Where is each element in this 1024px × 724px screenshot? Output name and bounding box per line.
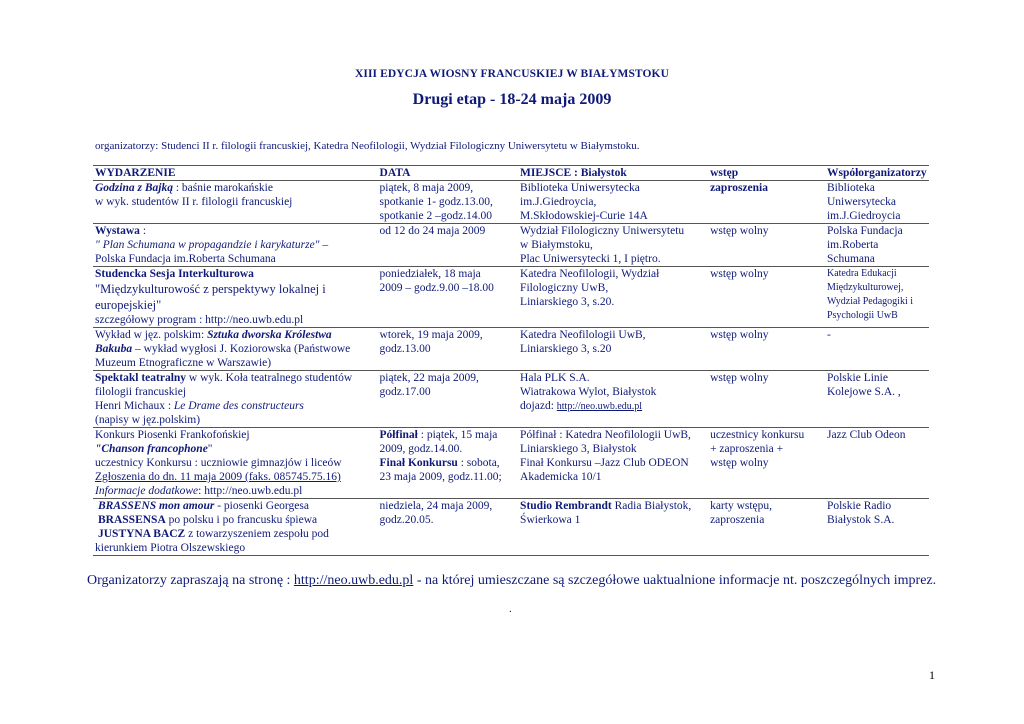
event-title: Wystawa (95, 225, 140, 237)
place-line: Biblioteka Uniwersytecka (520, 182, 640, 194)
footer-text: - na której umieszczane są szczegółowe uaktualnione informacje nt. poszczególnych imprez. (413, 573, 937, 588)
event-desc: (napisy w jęz.polskim) (95, 414, 201, 426)
partner-line: Psychologii UwB (826, 310, 898, 321)
event-program-link[interactable]: szczegółowy program : http://neo.uwb.edu.pl (95, 314, 304, 326)
place-line: dojazd: (520, 400, 557, 412)
partner-line: Uniwersytecka (826, 196, 896, 208)
table-row (93, 267, 929, 328)
col-header-event: WYDARZENIE (93, 166, 378, 181)
date-cell (378, 181, 519, 224)
event-desc: Konkurs Piosenki Frankofońskiej (95, 429, 250, 441)
date-line: spotkanie 1- godz.13.00, (379, 196, 493, 208)
date-cell (378, 267, 519, 328)
entry-text: karty wstępu, (710, 500, 773, 512)
organizers-line: organizatorzy: Studenci II r. filologii francuskiej, Katedra Neofilologii, Wydział Filologiczny Uniwersytetu w Białymstoku. (95, 140, 640, 152)
place-line: Finał Konkursu –Jazz Club ODEON (520, 457, 689, 469)
date-cell (378, 428, 519, 499)
stage-title: Drugi etap - 18-24 maja 2009 (412, 91, 612, 108)
date-cell (378, 224, 519, 267)
footer-text: Organizatorzy zapraszają na stronę : (87, 573, 294, 588)
event-title: BRASSENS mon amour (98, 500, 215, 512)
entry-cell (708, 428, 825, 499)
event-desc: - piosenki Georgesa (214, 500, 309, 512)
date-line: : piątek, 15 maja (417, 429, 498, 441)
partner-cell (825, 428, 929, 499)
date-line: niedziela, 24 maja 2009, (379, 500, 493, 512)
partner-line: Białystok S.A. (826, 514, 895, 526)
place-line: Wiatrakowa Wylot, Białystok (520, 386, 657, 398)
place-line: Akademicka 10/1 (520, 471, 602, 483)
col-header-date: DATA (378, 166, 519, 181)
place-line: Liniarskiego 3, Białystok (520, 443, 637, 455)
entry-text: uczestnicy konkursu (710, 429, 805, 441)
date-cell (378, 371, 519, 428)
col-header-partners: Współorganizatorzy (825, 166, 929, 181)
place-line: Liniarskiego 3, s.20. (520, 296, 615, 308)
event-desc: w wyk. studentów II r. filologii francuskiej (95, 196, 293, 208)
event-desc: Muzeum Etnograficzne w Warszawie) (95, 357, 272, 369)
event-desc: "Międzykulturowość z perspektywy lokalnej i (95, 282, 326, 296)
events-table (93, 165, 929, 556)
date-line: spotkanie 2 –godz.14.00 (379, 210, 492, 222)
entry-text: + zaproszenia + (710, 443, 784, 455)
partner-line: Jazz Club Odeon (826, 429, 906, 441)
partner-line: Polskie Radio (826, 500, 892, 512)
event-title: Godzina z Bajką (95, 182, 173, 194)
date-line: Finał Konkursu (379, 457, 458, 469)
table-header-row (93, 166, 929, 181)
event-title: Spektakl teatralny (95, 372, 187, 384)
date-cell (378, 328, 519, 371)
footer-link[interactable]: http://neo.uwb.edu.pl (293, 573, 414, 588)
partner-cell (825, 224, 929, 267)
date-line: 2009, godz.14.00. (379, 443, 463, 455)
place-cell (518, 267, 708, 328)
place-line: Katedra Neofilologii UwB, (520, 329, 646, 341)
event-desc: w wyk. Koła teatralnego studentów (186, 372, 353, 384)
partner-cell (825, 181, 929, 224)
place-line: Plac Uniwersytecki 1, I piętro. (520, 253, 661, 265)
entry-cell: wstęp wolny (708, 371, 825, 428)
partner-cell (825, 267, 929, 328)
event-desc: : (139, 225, 147, 237)
event-title: Sztuka dworska Królestwa (207, 329, 332, 341)
event-title: Studencka Sesja Interkulturowa (95, 268, 254, 280)
date-line: godz.17.00 (379, 386, 431, 398)
info-link[interactable]: : http://neo.uwb.edu.pl (198, 485, 303, 497)
event-cell (93, 371, 378, 428)
entry-cell (708, 181, 825, 224)
event-cell (93, 499, 378, 556)
entry-text: zaproszenia (710, 182, 768, 194)
event-desc: Polska Fundacja im.Roberta Schumana (95, 253, 276, 265)
footer-note (87, 573, 936, 589)
entry-cell (708, 499, 825, 556)
event-desc: JUSTYNA BACZ (98, 528, 186, 540)
partner-line: Schumana (826, 253, 875, 265)
entry-text: wstęp wolny (710, 457, 769, 469)
event-title: "Chanson francophone (95, 443, 208, 455)
table-row (93, 328, 929, 371)
date-line: 23 maja 2009, godz.11.00; (379, 471, 502, 483)
event-desc: z towarzyszeniem zespołu pod (185, 528, 329, 540)
partner-line: Wydział Pedagogiki i (826, 296, 914, 307)
place-line: Filologiczny UwB, (520, 282, 609, 294)
place-cell (518, 181, 708, 224)
event-desc: " Plan Schumana w propagandzie i karykaturze" – (95, 239, 329, 251)
event-title: Bakuba (95, 343, 133, 355)
page-number: 1 (929, 668, 935, 682)
table-row (93, 181, 929, 224)
place-cell (518, 328, 708, 371)
partner-line: Katedra Edukacji (826, 268, 897, 279)
partner-line: Polska Fundacja (826, 225, 903, 237)
event-desc: europejskiej" (95, 298, 162, 312)
col-header-entry: wstęp (708, 166, 825, 181)
date-cell (378, 499, 519, 556)
entry-text: zaproszenia (710, 514, 765, 526)
place-line: Świerkowa 1 (520, 514, 581, 526)
event-desc: BRASSENSA (98, 514, 166, 526)
event-desc: Wykład w jęz. polskim: (95, 329, 208, 341)
date-line: poniedziałek, 18 maja (379, 268, 481, 280)
event-cell (93, 428, 378, 499)
event-cell (93, 224, 378, 267)
place-cell (518, 371, 708, 428)
date-line: wtorek, 19 maja 2009, (379, 329, 483, 341)
place-cell (518, 224, 708, 267)
table-row (93, 499, 929, 556)
directions-link[interactable]: http://neo.uwb.edu.pl (556, 401, 643, 412)
date-line: piątek, 22 maja 2009, (379, 372, 479, 384)
dot-mark: . (509, 603, 512, 615)
event-cell (93, 267, 378, 328)
table-row (93, 224, 929, 267)
place-line: Liniarskiego 3, s.20 (520, 343, 612, 355)
partner-line: im.J.Giedroycia (826, 210, 901, 222)
event-desc: kierunkiem Piotra Olszewskiego (95, 542, 246, 554)
place-cell (518, 499, 708, 556)
date-line: godz.20.05. (379, 514, 434, 526)
place-cell (518, 428, 708, 499)
place-line: Katedra Neofilologii, Wydział (520, 268, 660, 280)
place-line: Radia Białystok, (611, 500, 692, 512)
partner-line: im.Roberta (826, 239, 879, 251)
event-desc: Henri Michaux : (95, 400, 174, 412)
event-desc: Zgłoszenia do dn. 11 maja 2009 (faks. 085745.75.16) (95, 471, 341, 483)
entry-cell: wstęp wolny (708, 224, 825, 267)
entry-cell: wstęp wolny (708, 267, 825, 328)
partner-line: Polskie Linie (826, 372, 888, 384)
entry-cell: wstęp wolny (708, 328, 825, 371)
partner-cell (825, 328, 929, 371)
partner-line: Międzykulturowej, (826, 282, 904, 293)
event-desc: Informacje dodatkowe (95, 485, 199, 497)
table-row (93, 428, 929, 499)
place-line: Hala PLK S.A. (520, 372, 590, 384)
event-desc: – wykład wygłosi J. Koziorowska (Państwowe (132, 343, 351, 355)
event-desc: uczestnicy Konkursu : uczniowie gimnazjów i liceów (95, 457, 342, 469)
partner-cell (825, 499, 929, 556)
date-line: : sobota, (457, 457, 500, 469)
event-desc: : baśnie marokańskie (172, 182, 273, 194)
date-line: Półfinał (379, 429, 418, 441)
event-desc: " (207, 443, 213, 455)
place-line: Wydział Filologiczny Uniwersytetu (520, 225, 685, 237)
event-cell (93, 181, 378, 224)
date-line: 2009 – godz.9.00 –18.00 (379, 282, 494, 294)
event-desc: filologii francuskiej (95, 386, 187, 398)
date-line: godz.13.00 (379, 343, 431, 355)
event-desc: Le Drame des constructeurs (173, 400, 304, 412)
place-line: Półfinał : Katedra Neofilologii UwB, (520, 429, 691, 441)
place-line: M.Skłodowskiej-Curie 14A (520, 210, 648, 222)
partner-line: Kolejowe S.A. , (826, 386, 901, 398)
partner-cell (825, 371, 929, 428)
edition-title: XIII EDYCJA WIOSNY FRANCUSKIEJ W BIAŁYMSTOKU (354, 68, 669, 80)
place-line: Studio Rembrandt (520, 500, 612, 512)
partner-line: - (826, 329, 831, 341)
event-cell (93, 328, 378, 371)
place-line: im.J.Giedroycia, (520, 196, 597, 208)
event-desc: po polsku i po francusku śpiewa (165, 514, 318, 526)
col-header-place: MIEJSCE : Białystok (518, 166, 708, 181)
date-line: od 12 do 24 maja 2009 (379, 225, 486, 237)
place-line: w Białymstoku, (520, 239, 593, 251)
date-line: piątek, 8 maja 2009, (379, 182, 474, 194)
partner-line: Biblioteka (826, 182, 875, 194)
table-row (93, 371, 929, 428)
